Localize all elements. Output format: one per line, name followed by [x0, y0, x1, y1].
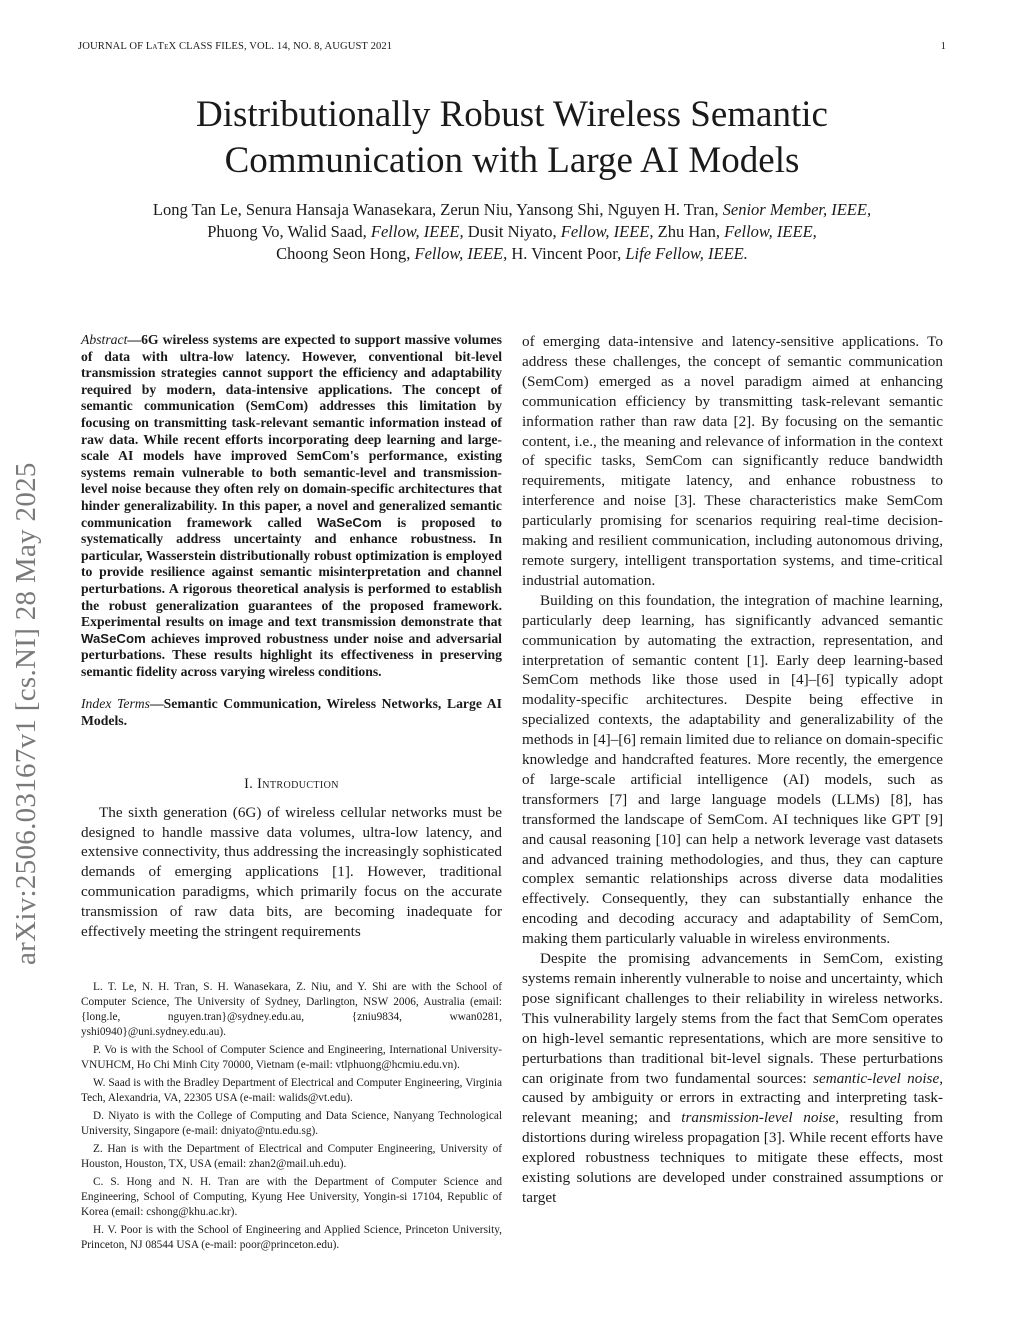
body-paragraph: of emerging data-intensive and latency-sensitive applications. To address these challenges, the concept of semantic communication (SemCom) emerged as a novel paradigm aimed at enhancing communication efficiency by transmitting task-relevant semantic information rather than raw data [2]. By focusing on the semantic content, i.e., the meaning and relevance of information in the context of specific tasks, SemCom can significantly reduce bandwidth requirements, mitigate latency, and enhance robustness to interference and noise [3]. These characteristics make SemCom particularly promising for scenarios requiring real-time decision-making and resilient communication, including autonomous driving, remote surgery, intelligent transportation systems, and time-critical industrial automation. [522, 333, 943, 589]
author-names: Phuong Vo, Walid Saad, [207, 222, 371, 241]
author-line-3 [60, 243, 964, 265]
abstract-text: achieves improved robustness under noise and adversarial perturbations. These results highlight its effectiveness in preserving semantic fidelity across varying wireless conditions. [81, 630, 502, 679]
journal-name-suffix: CLASS FILES, VOL. 14, NO. 8, AUGUST 2021 [176, 41, 393, 52]
journal-header [78, 41, 392, 52]
author-names: Dusit Niyato, [463, 222, 561, 241]
abstract-label: Abstract [81, 332, 128, 347]
author-names: H. Vincent Poor, [507, 244, 626, 263]
journal-name-prefix: JOURNAL OF [78, 41, 146, 52]
paper-title [80, 92, 944, 184]
framework-name: WaSeCom [317, 514, 382, 530]
abstract [81, 332, 502, 680]
intro-paragraph: The sixth generation (6G) of wireless cellular networks must be designed to handle massive data volumes, ultra-low latency, and extensive connectivity, thus addressing the increasingly sophisticated demands of emerging applications [1]. However, traditional communication paradigms, which primarily focus on the accurate transmission of raw data bits, are becoming inadequate for effectively meeting the stringent requirements [81, 803, 502, 941]
page-number: 1 [940, 41, 946, 52]
body-paragraph [522, 949, 943, 1208]
footnote-affiliation: L. T. Le, N. H. Tran, S. H. Wanasekara, Z. Niu, and Y. Shi are with the School of Computer Science, The University of Sydney, Darlington, NSW 2006, Australia (email: {long.le, nguyen.tran}@sydney.edu.au, {zniu9834, wwan0281, yshi0940}@uni.sydney.edu.au). [81, 981, 502, 1038]
abstract-text: 6G wireless systems are expected to support massive volumes of data with ultra-low latency. However, conventional bit-level transmission strategies cannot support the efficiency and adaptability required by modern, data-intensive applications. The concept of semantic communication (SemCom) addresses this limitation by focusing on transmitting task-relevant semantic information instead of raw data. While recent efforts incorporating deep learning and large-scale AI models have improved SemCom's performance, existing systems remain vulnerable to both semantic-level and transmission-level noise because they often rely on domain-specific architectures that hinder generalizability. In this paper, a novel and generalized semantic communication framework called [81, 332, 502, 530]
title-line-1: Distributionally Robust Wireless Semantic [196, 94, 828, 135]
author-list [60, 199, 964, 265]
right-column [522, 332, 943, 1208]
index-terms [81, 696, 502, 729]
author-membership: Fellow, IEEE, [370, 222, 464, 241]
footnote-affiliation: P. Vo is with the School of Computer Science and Engineering, International University-VNUHCM, Ho Chi Minh City 70000, Vietnam (e-mail: vtlphuong@hcmiu.edu.vn). [81, 1044, 502, 1071]
running-header [78, 41, 946, 57]
arxiv-identifier-stamp: arXiv:2506.03167v1 [cs.NI] 28 May 2025 [10, 462, 42, 965]
footnote-affiliation: C. S. Hong and N. H. Tran are with the Department of Computer Science and Engineering, School of Computing, Kyung Hee University, Yongin-si 17104, Republic of Korea (email: cshong@khu.ac.kr). [81, 1176, 502, 1218]
author-names: Choong Seon Hong, [276, 244, 415, 263]
author-membership: Fellow, IEEE, [724, 222, 817, 241]
footnote-affiliation: W. Saad is with the Bradley Department of Electrical and Computer Engineering, Virginia Tech, Alexandria, VA, 22305 USA (e-mail: walids@vt.edu). [81, 1077, 502, 1104]
latex-logo: LaTeX [145, 41, 177, 52]
body-text: , caused by ambiguity or errors in extracting and interpreting task-relevant meaning; and [522, 1069, 943, 1127]
abstract-text: is proposed to systematically address uncertainty and enhance robustness. In particular, Wasserstein distributionally robust optimization is employed to provide resilience against semantic misinterpretation and channel perturbations. A rigorous theoretical analysis is performed to establish the robust generalization guarantees of the proposed framework. Experimental results on image and text transmission demonstrate that [81, 514, 502, 630]
author-names: Long Tan Le, Senura Hansaja Wanasekara, Zerun Niu, Yansong Shi, Nguyen H. Tran, [152, 200, 723, 219]
section-heading-introduction [81, 776, 502, 793]
footnotes [81, 980, 502, 1256]
author-membership: Senior Member, IEEE, [722, 200, 872, 219]
body-text: Despite the promising advancements in SemCom, existing systems remain inherently vulnerable to noise and uncertainty, which pose significant challenges to their reliability in wireless networks. This vulnerability largely stems from the fact that SemCom operates on high-level semantic representations, which are more sensitive to perturbations than traditional bit-level signals. These perturbations can originate from two fundamental sources: [522, 950, 943, 1087]
author-line-1 [60, 199, 964, 221]
index-terms-label: Index Terms [81, 696, 150, 712]
abstract-dash: — [127, 332, 142, 347]
footnote-affiliation: D. Niyato is with the College of Computing and Data Science, Nanyang Technological University, Singapore (e-mail: dniyato@ntu.edu.sg). [81, 1110, 502, 1137]
framework-name: WaSeCom [81, 630, 146, 646]
left-column [81, 332, 502, 942]
section-title: Introduction [257, 775, 339, 792]
emphasis-term: transmission-level noise [681, 1109, 836, 1127]
author-names: Zhu Han, [653, 222, 725, 241]
author-membership: Fellow, IEEE, [414, 244, 508, 263]
footnote-affiliation: H. V. Poor is with the School of Engineering and Applied Science, Princeton University, Princeton, NJ 08544 USA (e-mail: poor@princeton.edu). [81, 1224, 502, 1251]
emphasis-term: semantic-level noise [813, 1069, 940, 1087]
author-line-2 [60, 221, 964, 243]
body-paragraph: Building on this foundation, the integration of machine learning, particularly deep learning, has significantly advanced semantic communication by automating the extraction, representation, and interpretation of semantic content [1]. Early deep learning-based SemCom methods like those used in [4]–[6] typically adopt modality-specific architectures. Despite being effective in specialized contexts, the adaptability and generalizability of the methods in [4]–[6] remain limited due to reliance on domain-specific knowledge and handcrafted features. More recently, the emergence of large-scale artificial intelligence (AI) models, such as transformers [7] and large language models (LLMs) [8], has transformed the landscape of SemCom. AI techniques like GPT [9] and causal reasoning [10] can help a network leverage vast datasets and advanced training methodologies, and thus, they can capture complex semantic relationships across diverse data modalities effectively. Consequently, they can substantially enhance the encoding and decoding accuracy and adaptability of SemCom, making them particularly valuable in wireless environments. [522, 591, 943, 948]
body-text: , resulting from distortions during wireless propagation [3]. While recent efforts have explored robustness techniques to mitigate these effects, most existing solutions are developed under constrained assumptions or target [522, 1109, 943, 1206]
author-membership: Fellow, IEEE, [560, 222, 654, 241]
title-line-2: Communication with Large AI Models [224, 140, 800, 181]
index-terms-text: —Semantic Communication, Wireless Networks, Large AI Models. [81, 696, 502, 729]
section-numeral: I. [244, 775, 258, 792]
footnote-affiliation: Z. Han is with the Department of Electrical and Computer Engineering, University of Houston, Houston, TX, USA (email: zhan2@mail.uh.edu). [81, 1143, 502, 1170]
author-membership: Life Fellow, IEEE. [625, 244, 748, 263]
